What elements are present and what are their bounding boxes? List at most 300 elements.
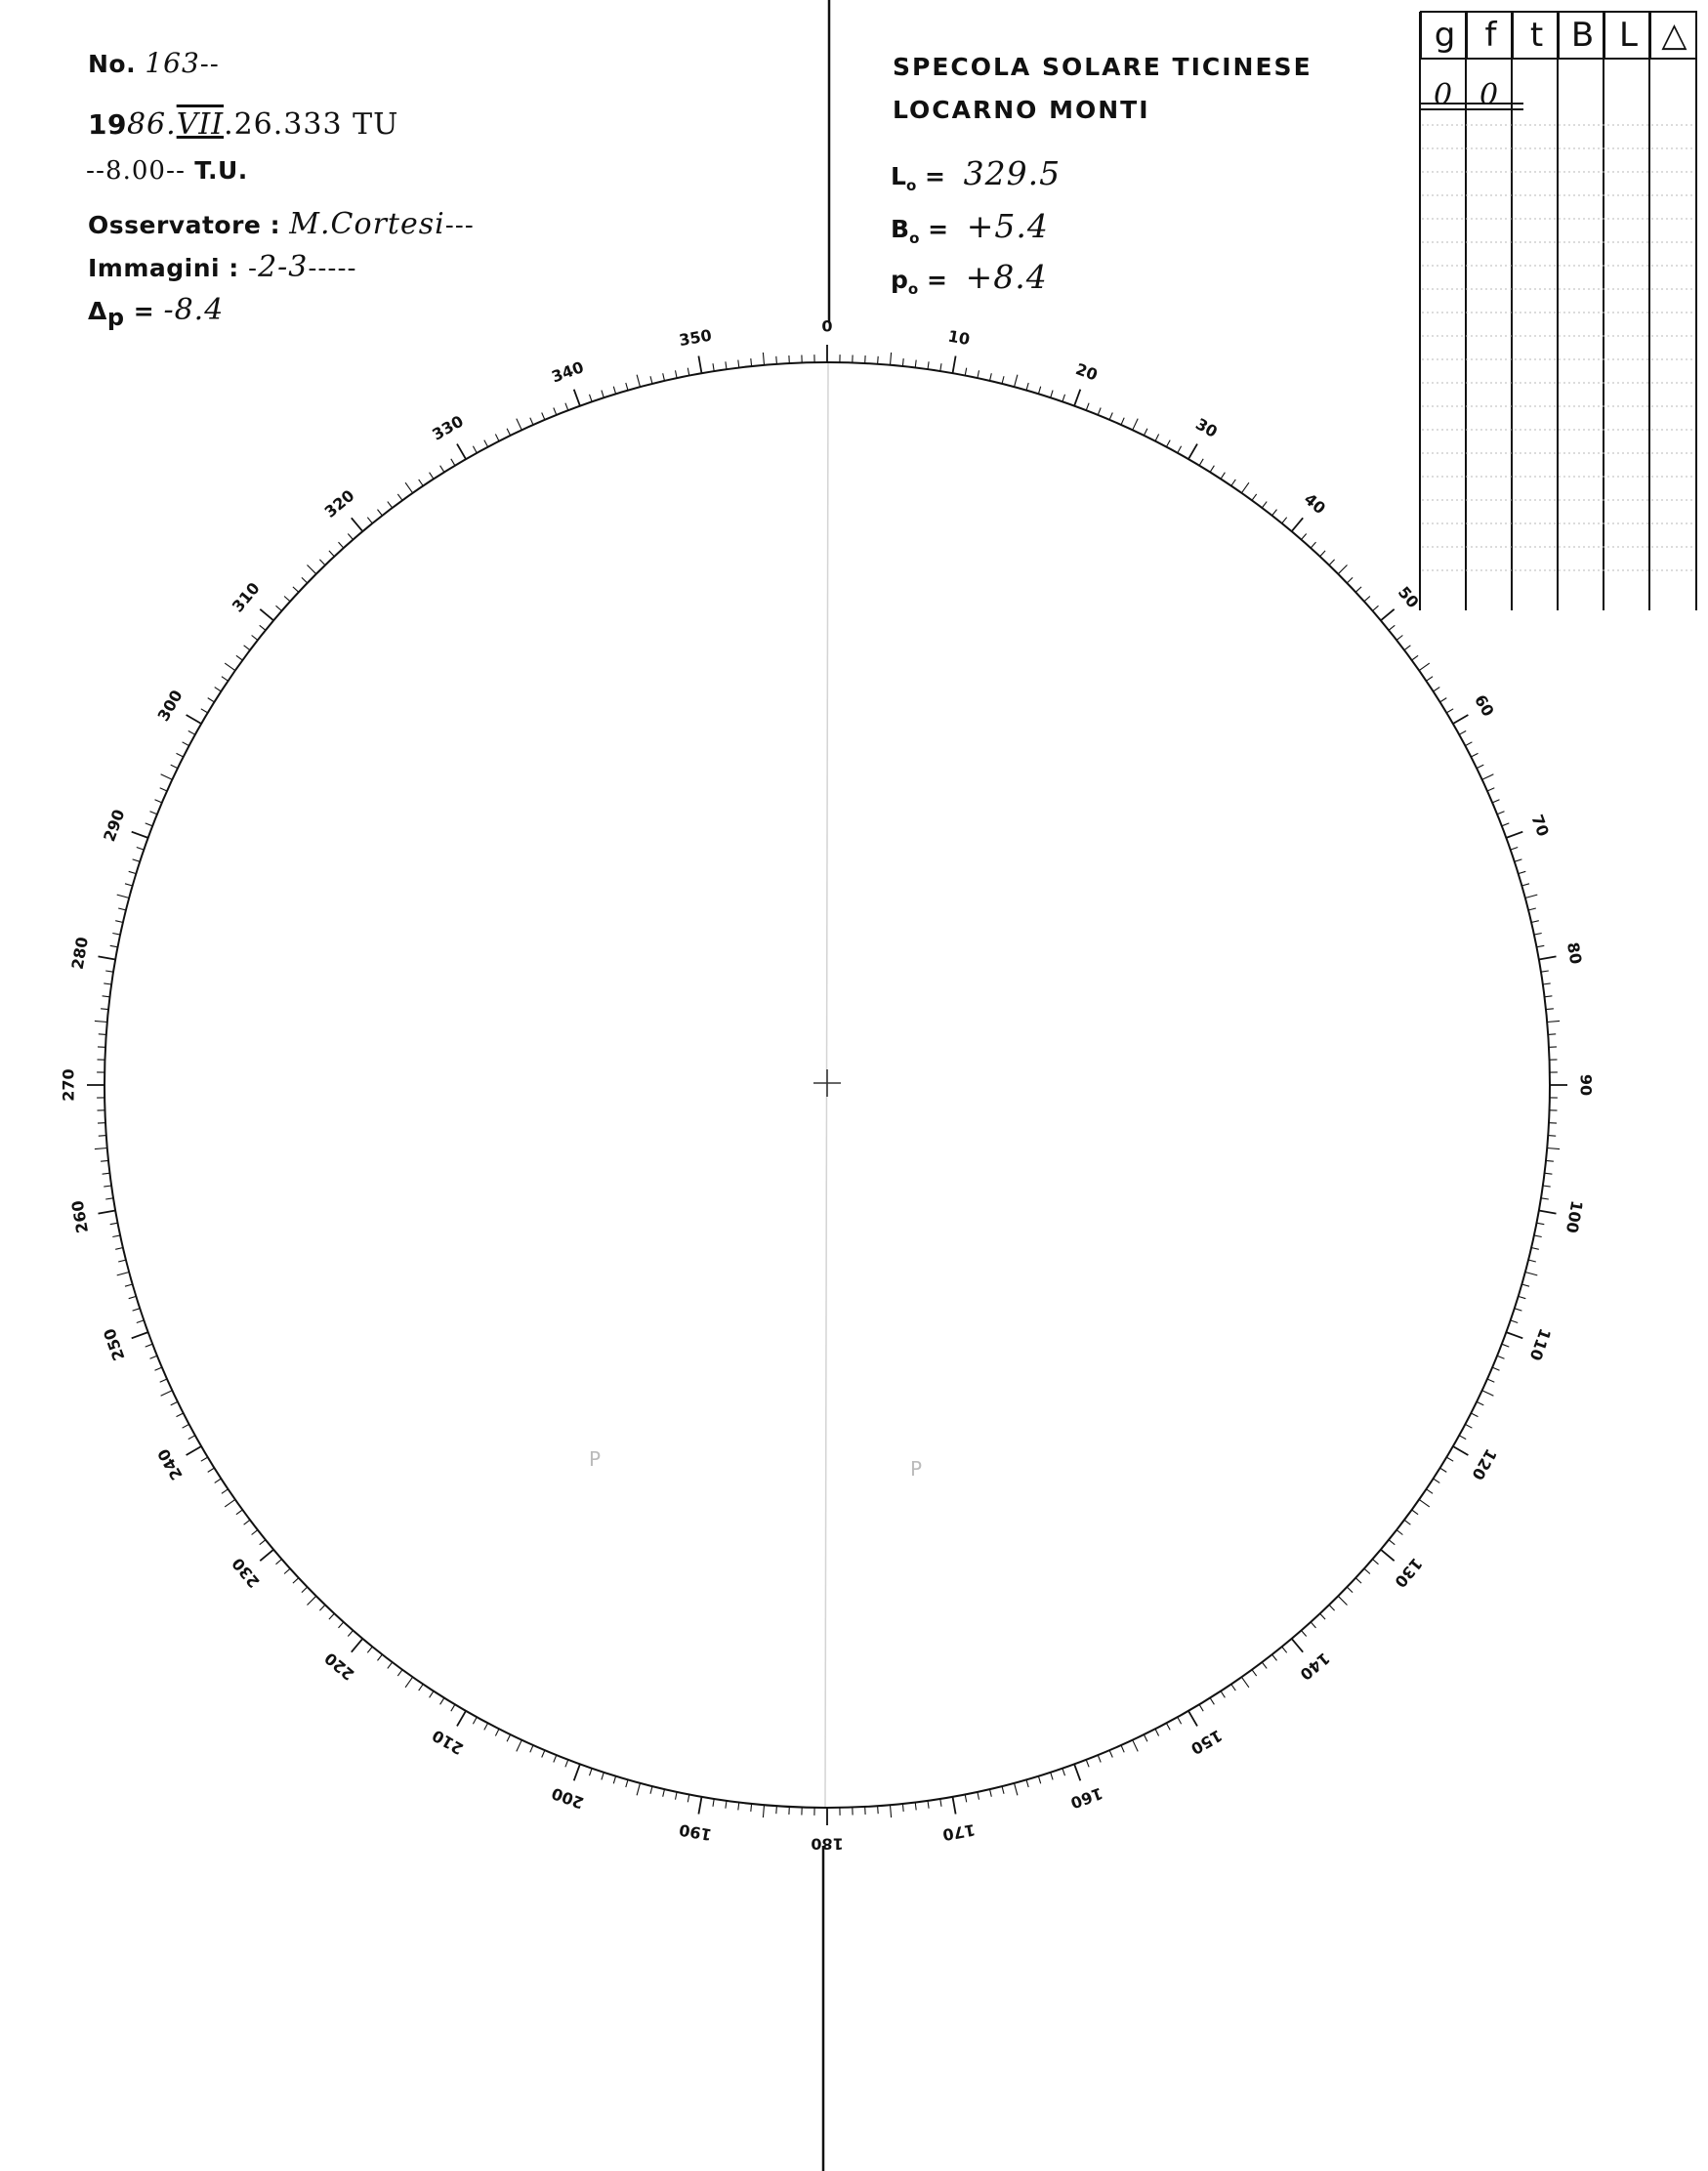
scale-tick xyxy=(1355,1578,1361,1583)
scale-tick xyxy=(1381,609,1395,621)
scale-tick xyxy=(1338,565,1347,574)
delta-p-label-sub: p xyxy=(106,304,125,331)
scale-tick xyxy=(1062,1769,1065,1776)
scale-tick xyxy=(339,1622,344,1628)
scale-label: 210 xyxy=(429,1726,467,1759)
scale-tick xyxy=(1373,605,1379,610)
scale-tick xyxy=(177,753,184,757)
scale-tick xyxy=(308,1596,316,1605)
scale-tick xyxy=(1531,1248,1539,1250)
scale-label: 100 xyxy=(1562,1198,1587,1235)
scale-tick xyxy=(990,1789,992,1797)
scale-tick xyxy=(1121,1745,1124,1752)
scale-label: 170 xyxy=(940,1819,978,1845)
scale-tick xyxy=(1389,1540,1395,1545)
scale-label: 110 xyxy=(1525,1325,1555,1363)
scale-tick xyxy=(99,1136,106,1137)
scale-tick xyxy=(1511,848,1519,851)
scale-tick xyxy=(129,871,137,873)
scale-tick xyxy=(260,1550,273,1562)
scale-tick xyxy=(1221,1691,1225,1698)
scale-tick xyxy=(260,625,266,630)
scale-tick xyxy=(1404,646,1410,650)
scale-tick xyxy=(1546,1009,1554,1010)
scale-tick xyxy=(1302,534,1307,540)
scale-tick xyxy=(590,1769,593,1776)
scale-tick xyxy=(726,361,727,369)
scale-tick xyxy=(1497,812,1504,814)
param-B0-label: B xyxy=(891,215,910,243)
scale-tick xyxy=(1086,1760,1089,1768)
scale-tick xyxy=(698,356,701,374)
scale-tick xyxy=(1482,774,1494,780)
scale-tick xyxy=(1074,390,1080,406)
scale-tick xyxy=(1015,1783,1018,1796)
param-L0-eq: = xyxy=(924,162,945,190)
scale-label: 190 xyxy=(677,1819,714,1845)
scale-tick xyxy=(1109,1750,1112,1757)
scale-tick xyxy=(1404,1520,1410,1524)
scale-tick xyxy=(293,587,299,592)
observer-label: Osservatore : xyxy=(88,211,281,239)
faint-mark-left: P xyxy=(589,1447,602,1471)
scale-tick xyxy=(1546,1160,1554,1161)
scale-tick xyxy=(276,605,282,610)
scale-tick xyxy=(1338,1596,1347,1605)
scale-tick xyxy=(902,358,903,366)
scale-tick xyxy=(99,956,116,959)
scale-tick xyxy=(1272,510,1277,516)
scale-tick xyxy=(663,1789,665,1797)
scale-tick xyxy=(115,1248,123,1250)
scale-tick xyxy=(430,473,434,480)
scale-tick xyxy=(613,1776,615,1784)
scale-tick xyxy=(99,1211,116,1214)
scale-tick xyxy=(940,1799,941,1807)
scale-tick xyxy=(1543,1186,1551,1187)
scale-tick xyxy=(1477,1401,1483,1405)
table-header-g: g xyxy=(1420,12,1468,59)
scale-tick xyxy=(171,765,178,769)
scale-label: 70 xyxy=(1527,812,1553,839)
scale-label: 350 xyxy=(677,325,714,351)
scale-label: 40 xyxy=(1300,489,1330,519)
scale-label: 0 xyxy=(821,316,833,336)
scale-tick xyxy=(188,1436,195,1440)
scale-tick xyxy=(928,1801,929,1809)
scale-tick xyxy=(473,1717,477,1724)
scale-tick xyxy=(1015,375,1018,388)
scale-tick xyxy=(687,1794,689,1802)
scale-tick xyxy=(1515,1309,1522,1311)
scale-tick xyxy=(236,1510,242,1515)
scale-tick xyxy=(1453,715,1469,724)
scale-tick xyxy=(1329,1605,1335,1610)
scale-tick xyxy=(319,1605,325,1610)
scale-label: 120 xyxy=(1468,1445,1501,1483)
scale-tick xyxy=(284,1568,290,1573)
scale-tick xyxy=(751,358,752,366)
delta-p-label: Δ xyxy=(88,297,107,325)
scale-tick xyxy=(397,494,402,500)
delta-p-value: -8.4 xyxy=(163,293,225,327)
scale-label: 280 xyxy=(67,935,93,972)
scale-tick xyxy=(1252,494,1257,500)
scale-tick xyxy=(1062,395,1065,402)
scale-label: 310 xyxy=(228,578,264,616)
scale-tick xyxy=(367,518,372,523)
scale-tick xyxy=(137,848,145,851)
date-month: VII xyxy=(176,107,225,142)
scale-tick xyxy=(990,373,992,381)
scale-tick xyxy=(891,353,892,365)
scale-tick xyxy=(1545,996,1553,997)
scale-tick xyxy=(650,376,652,384)
scale-tick xyxy=(1320,1613,1325,1619)
scale-tick xyxy=(1506,1332,1522,1338)
scale-tick xyxy=(1166,440,1170,447)
scale-tick xyxy=(1541,971,1549,972)
scale-tick xyxy=(602,1773,604,1780)
scale-tick xyxy=(1548,1034,1556,1035)
scale-tick xyxy=(155,1367,162,1370)
scale-tick xyxy=(1453,1446,1469,1455)
scale-tick xyxy=(1482,1391,1494,1397)
scale-tick xyxy=(104,1186,111,1187)
scale-tick xyxy=(1109,413,1112,420)
scale-tick xyxy=(1188,1711,1197,1727)
scale-tick xyxy=(112,934,120,936)
scale-tick xyxy=(161,1391,173,1397)
scale-tick xyxy=(738,360,739,368)
scale-tick xyxy=(1396,636,1402,641)
scale-tick xyxy=(293,1578,299,1583)
scale-tick xyxy=(473,446,477,453)
scale-tick xyxy=(105,1198,113,1199)
scale-tick xyxy=(763,1805,764,1817)
scale-tick xyxy=(1272,1654,1277,1660)
scale-tick xyxy=(329,1613,334,1619)
observer: Osservatore : M.Cortesi--- xyxy=(88,207,475,241)
scale-tick xyxy=(125,1284,133,1286)
scale-label: 240 xyxy=(153,1445,187,1483)
scale-tick xyxy=(1133,1740,1139,1752)
scale-tick xyxy=(1178,1717,1182,1724)
scale-tick xyxy=(1459,731,1466,734)
scale-tick xyxy=(1166,1723,1170,1730)
scale-tick xyxy=(276,1560,282,1565)
scale-tick xyxy=(104,983,111,984)
scale-tick xyxy=(440,1698,444,1705)
scale-tick xyxy=(517,1740,522,1752)
scale-tick xyxy=(1539,1211,1557,1214)
scale-tick xyxy=(1329,560,1335,565)
scale-tick xyxy=(405,482,413,493)
scale-tick xyxy=(965,1794,967,1802)
scale-tick xyxy=(776,1806,777,1814)
scale-tick xyxy=(554,408,557,415)
scale-tick xyxy=(1528,1260,1536,1262)
scale-tick xyxy=(1492,800,1499,803)
scale-tick xyxy=(1121,418,1124,425)
scale-tick xyxy=(1051,1773,1053,1780)
scale-tick xyxy=(1515,859,1522,861)
scale-label: 320 xyxy=(320,485,358,522)
scale-tick xyxy=(103,1173,110,1174)
scale-tick xyxy=(1231,480,1236,486)
scale-tick xyxy=(687,368,689,376)
table-grid xyxy=(1420,12,1697,610)
scale-tick xyxy=(1026,1779,1028,1787)
scale-tick xyxy=(590,395,593,402)
scale-tick xyxy=(1511,1320,1519,1323)
scale-tick xyxy=(1536,1223,1544,1225)
scale-tick xyxy=(430,1691,434,1698)
scale-tick xyxy=(352,1639,363,1652)
scale-tick xyxy=(554,1755,557,1762)
scale-tick xyxy=(915,1803,916,1811)
scale-tick xyxy=(1446,1457,1453,1461)
scale-tick xyxy=(352,518,363,531)
scale-tick xyxy=(1320,551,1325,557)
scale-tick xyxy=(1547,1148,1560,1149)
scale-tick xyxy=(339,542,344,548)
scale-tick xyxy=(953,356,956,374)
scale-tick xyxy=(1471,753,1478,757)
scale-tick xyxy=(763,353,764,365)
scale-label: 80 xyxy=(1562,940,1586,966)
scale-tick xyxy=(1419,663,1430,671)
scale-tick xyxy=(367,1647,372,1652)
scale-tick xyxy=(117,1273,130,1275)
scale-tick xyxy=(1477,765,1483,769)
scale-tick xyxy=(183,1424,189,1428)
scale-tick xyxy=(208,698,215,702)
delta-p-eq: = xyxy=(133,297,155,325)
scale-tick xyxy=(1440,698,1447,702)
scale-tick xyxy=(1188,444,1197,460)
scale-tick xyxy=(713,363,714,371)
scale-tick xyxy=(1038,1776,1040,1784)
scale-tick xyxy=(440,466,444,473)
scale-tick xyxy=(1547,1021,1560,1022)
scale-tick xyxy=(1381,1550,1395,1562)
param-L0-sub: o xyxy=(905,177,917,194)
scale-tick xyxy=(225,1499,235,1507)
scale-tick xyxy=(1531,921,1539,923)
scale-tick xyxy=(222,677,229,682)
scale-tick xyxy=(378,510,383,516)
param-P0-sub: o xyxy=(907,280,919,298)
scale-tick xyxy=(542,1750,545,1757)
scale-tick xyxy=(388,502,393,508)
scale-tick xyxy=(1521,1284,1529,1286)
scale-tick xyxy=(484,440,488,447)
scale-tick xyxy=(965,368,967,376)
scale-tick xyxy=(626,383,628,391)
scale-tick xyxy=(1038,387,1040,395)
scale-tick xyxy=(110,1223,118,1225)
date-century: 19 xyxy=(88,108,127,141)
date-year: 86. xyxy=(126,107,177,142)
scale-tick xyxy=(1155,1729,1159,1735)
scale-label: 200 xyxy=(549,1783,587,1813)
scale-tick xyxy=(160,1379,167,1382)
scale-tick xyxy=(150,812,157,814)
scale-tick xyxy=(738,1803,739,1811)
scale-tick xyxy=(208,1468,215,1472)
scale-tick xyxy=(225,663,235,671)
scale-tick xyxy=(1459,1436,1466,1440)
scale-tick xyxy=(319,560,325,565)
scale-tick xyxy=(891,1805,892,1817)
scale-label: 250 xyxy=(100,1325,129,1363)
scale-tick xyxy=(574,1764,580,1780)
scale-tick xyxy=(902,1804,903,1812)
scale-tick xyxy=(103,996,110,997)
scale-tick xyxy=(626,1779,628,1787)
scale-tick xyxy=(495,435,499,441)
scale-tick xyxy=(236,655,242,660)
scale-tick xyxy=(133,859,141,861)
scale-tick xyxy=(95,1021,107,1022)
scale-tick xyxy=(698,1797,701,1815)
scale-tick xyxy=(137,1320,145,1323)
scale-tick xyxy=(132,832,148,838)
scale-tick xyxy=(1002,376,1004,384)
scale-tick xyxy=(397,1670,402,1676)
scale-tick xyxy=(1133,419,1139,431)
scale-tick xyxy=(146,1344,153,1347)
scale-tick xyxy=(252,1530,258,1535)
scale-tick xyxy=(1506,832,1522,838)
scale-tick xyxy=(530,418,533,425)
scale-tick xyxy=(637,1783,640,1796)
scale-label: 230 xyxy=(228,1554,264,1592)
scale-tick xyxy=(1492,1367,1499,1370)
scale-tick xyxy=(1252,1670,1257,1676)
scale-tick xyxy=(1199,1704,1203,1711)
scale-tick xyxy=(637,375,640,388)
scale-tick xyxy=(530,1745,533,1752)
scale-tick xyxy=(1440,1468,1447,1472)
scale-tick xyxy=(183,742,189,746)
scale-tick xyxy=(201,1457,208,1461)
table-header-L: L xyxy=(1604,12,1651,59)
scale-label: 180 xyxy=(811,1834,844,1854)
scale-tick xyxy=(112,1235,120,1237)
images: Immagini : -2-3----- xyxy=(88,250,357,284)
scale-tick xyxy=(1545,1173,1553,1174)
scale-tick xyxy=(878,1806,879,1814)
scale-tick xyxy=(613,387,615,395)
scale-tick xyxy=(308,565,316,574)
record-number-value: 163 xyxy=(145,47,200,79)
scale-tick xyxy=(244,646,250,650)
scale-tick xyxy=(1178,446,1182,453)
scale-tick xyxy=(507,1734,511,1741)
table-header-t: t xyxy=(1512,12,1560,59)
scale-label: 10 xyxy=(946,326,972,350)
scale-tick xyxy=(1074,1764,1080,1780)
scale-tick xyxy=(1525,1273,1538,1275)
scale-tick xyxy=(451,1704,455,1711)
scale-tick xyxy=(222,1489,229,1494)
scale-tick xyxy=(1487,788,1494,791)
scale-tick xyxy=(252,636,258,641)
scale-tick xyxy=(1155,435,1159,441)
scale-tick xyxy=(1086,403,1089,411)
scale-tick xyxy=(155,800,162,803)
observation-time: --8.00-- T.U. xyxy=(86,156,248,186)
scale-tick xyxy=(1487,1379,1494,1382)
scale-tick xyxy=(161,774,173,780)
scale-tick xyxy=(1539,956,1557,959)
scale-tick xyxy=(1419,1499,1430,1507)
scale-tick xyxy=(1355,587,1361,592)
scale-tick xyxy=(915,360,916,368)
scale-tick xyxy=(419,1685,424,1691)
scale-tick xyxy=(1536,945,1544,947)
scale-tick xyxy=(1434,1479,1440,1482)
scale-tick xyxy=(215,688,222,691)
scale-tick xyxy=(1497,1356,1504,1358)
record-number-label: No. xyxy=(88,50,137,78)
scale-label: 290 xyxy=(100,807,129,845)
scale-tick xyxy=(171,1401,178,1405)
scale-tick xyxy=(1347,577,1353,583)
scale-tick xyxy=(1292,1639,1304,1652)
scale-tick xyxy=(978,1792,979,1800)
scale-tick xyxy=(1373,1560,1379,1565)
scale-tick xyxy=(1221,473,1225,480)
scale-tick xyxy=(284,597,290,602)
scale-tick xyxy=(329,551,334,557)
record-number: No. 163-- xyxy=(88,47,220,79)
faint-mark-right: P xyxy=(910,1457,923,1481)
scale-tick xyxy=(1292,518,1304,531)
scale-tick xyxy=(1412,1510,1418,1515)
scale-label: 90 xyxy=(1576,1073,1596,1097)
param-P0-eq: = xyxy=(926,266,947,294)
scale-tick xyxy=(110,945,118,947)
scale-tick xyxy=(602,391,604,398)
scale-tick xyxy=(405,1677,413,1688)
scale-tick xyxy=(1471,1413,1478,1417)
scale-label: 150 xyxy=(1187,1726,1226,1759)
scale-tick xyxy=(1262,502,1267,508)
scale-tick xyxy=(1282,1647,1287,1652)
scale-tick xyxy=(1144,1734,1147,1741)
scale-tick xyxy=(776,356,777,364)
images-label: Immagini : xyxy=(88,254,239,282)
scale-tick xyxy=(146,823,153,826)
scale-tick xyxy=(1002,1786,1004,1794)
time-unit: T.U. xyxy=(194,156,248,185)
param-B0-sub: o xyxy=(909,230,920,247)
scale-tick xyxy=(517,419,522,431)
scale-tick xyxy=(1534,934,1542,936)
scale-tick xyxy=(1519,1296,1526,1298)
scale-label: 340 xyxy=(549,357,587,387)
scale-label: 130 xyxy=(1391,1554,1427,1592)
scale-label: 270 xyxy=(59,1068,78,1102)
scale-label: 300 xyxy=(153,687,187,725)
table-header-f: f xyxy=(1466,12,1514,59)
institute-line2: LOCARNO MONTI xyxy=(893,96,1150,124)
scale-tick xyxy=(1465,1424,1472,1428)
scale-tick xyxy=(676,1792,678,1800)
